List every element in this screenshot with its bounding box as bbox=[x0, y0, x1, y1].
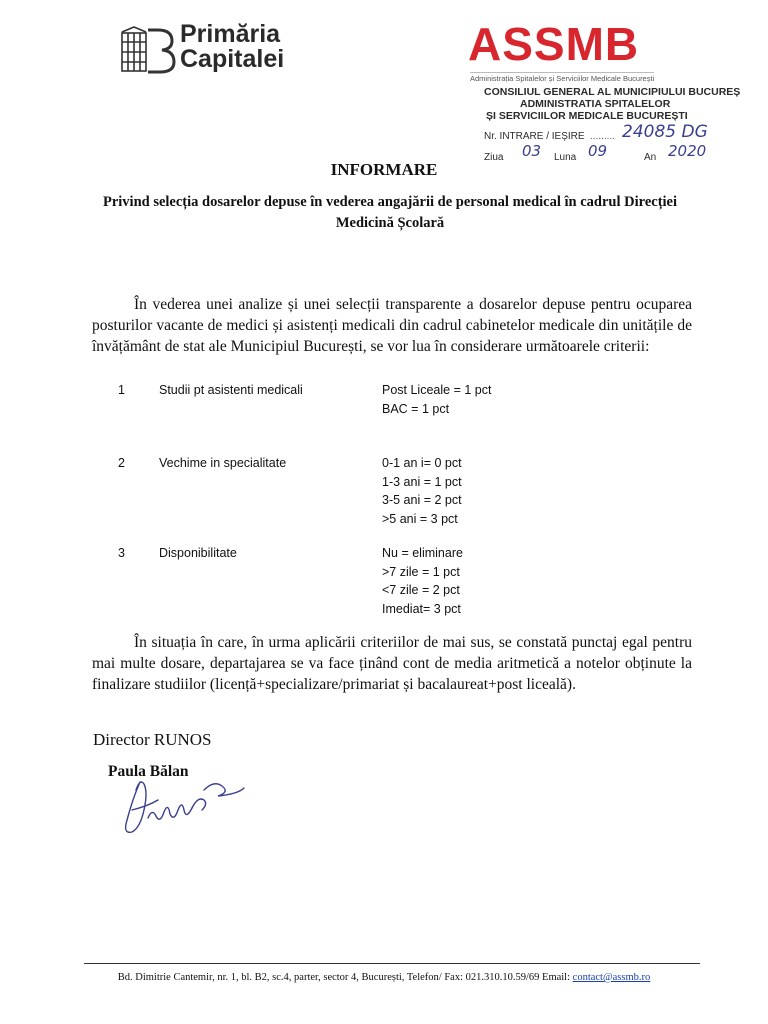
criterion-value: Nu = eliminare bbox=[382, 546, 463, 560]
stamp-month-label: Luna bbox=[554, 152, 577, 163]
footer-contact bbox=[0, 972, 768, 983]
primaria-logo-text bbox=[180, 22, 284, 72]
criterion-value: >7 zile = 1 pct bbox=[382, 564, 460, 579]
stamp-reg-number: 24085 DG bbox=[622, 122, 708, 142]
intro-paragraph: În vederea unei analize și unei selecții transparente a dosarelor depuse pentru ocuparea posturilor vacante de medici și asistenți medicali din cadrul cabinetelor medicale din unitățile de învățământ de stat ale Municipiul București, se vor lua în considerare următoarele criterii: bbox=[92, 296, 692, 355]
footer-address: Bd. Dimitrie Cantemir, nr. 1, bl. B2, sc.4, parter, sector 4, București, Telefon/ Fax: 021.310.10.59/69 Email: bbox=[117, 972, 573, 983]
primaria-emblem-icon bbox=[118, 24, 176, 76]
stamp-line-1: CONSILIUL GENERAL AL MUNICIPIULUI BUCUREȘ bbox=[484, 86, 741, 98]
stamp-month: 09 bbox=[588, 142, 608, 160]
criterion-value: 3-5 ani = 2 pct bbox=[382, 493, 462, 507]
primaria-logo-line2: Capitalei bbox=[180, 45, 285, 73]
assmb-logo-text: ASSMB bbox=[468, 18, 640, 70]
primaria-capitalei-logo bbox=[118, 20, 318, 80]
criterion-values bbox=[382, 454, 462, 528]
stamp-year: 2020 bbox=[668, 142, 707, 160]
criterion-value: Imediat= 3 pct bbox=[382, 601, 461, 616]
primaria-logo-line1: Primăria bbox=[180, 20, 281, 48]
assmb-tagline: Administrația Spitalelor și Serviciilor Medicale București bbox=[470, 74, 655, 83]
criterion-value: BAC = 1 pct bbox=[382, 401, 450, 416]
stamp-reg-dots: ......... bbox=[590, 131, 616, 142]
criterion-number: 2 bbox=[118, 456, 125, 470]
registration-stamp bbox=[484, 86, 741, 164]
criterion-values bbox=[382, 381, 491, 418]
criterion-value: >5 ani = 3 pct bbox=[382, 511, 458, 526]
footer-divider bbox=[84, 963, 700, 964]
stamp-day: 03 bbox=[522, 142, 542, 160]
stamp-year-label: An bbox=[644, 152, 657, 163]
stamp-line-3: ȘI SERVICIILOR MEDICALE BUCUREȘTI bbox=[486, 110, 688, 122]
criterion-values bbox=[382, 544, 463, 618]
document-subtitle: Privind selecția dosarelor depuse în vederea angajării de personal medical în cadrul Direcției Medicină Școlară bbox=[102, 194, 678, 231]
signatory-role: Director RUNOS bbox=[93, 730, 212, 749]
signatory-name: Paula Bălan bbox=[108, 763, 189, 780]
stamp-line-2: ADMINISTRATIA SPITALELOR bbox=[520, 98, 671, 110]
stamp-reg-label: Nr. INTRARE / IEȘIRE bbox=[484, 131, 585, 142]
document-title: INFORMARE bbox=[330, 160, 438, 179]
criterion-value: 0-1 an i= 0 pct bbox=[382, 456, 462, 470]
assmb-logo bbox=[468, 18, 678, 86]
stamp-day-label: Ziua bbox=[484, 152, 504, 163]
criterion-value: 1-3 ani = 1 pct bbox=[382, 474, 462, 489]
criterion-value: Post Liceale = 1 pct bbox=[382, 383, 492, 397]
criterion-number: 1 bbox=[118, 383, 125, 397]
criterion-value: <7 zile = 2 pct bbox=[382, 583, 460, 597]
footer-email-link[interactable]: contact@assmb.ro bbox=[572, 972, 651, 983]
criterion-name: Studii pt asistenti medicali bbox=[159, 383, 303, 397]
handwritten-signature bbox=[118, 770, 248, 842]
criterion-name: Disponibilitate bbox=[159, 546, 237, 560]
closing-paragraph: În situația în care, în urma aplicării criteriilor de mai sus, se constată punctaj egal pentru mai multe dosare, departajarea se va face ținând cont de media aritmetică a notelor obținute la finalizare studiilor (licență+specializare/primariat și bacalaureat+post liceală). bbox=[92, 634, 692, 693]
criterion-number: 3 bbox=[118, 546, 125, 560]
criterion-name: Vechime in specialitate bbox=[159, 456, 287, 470]
